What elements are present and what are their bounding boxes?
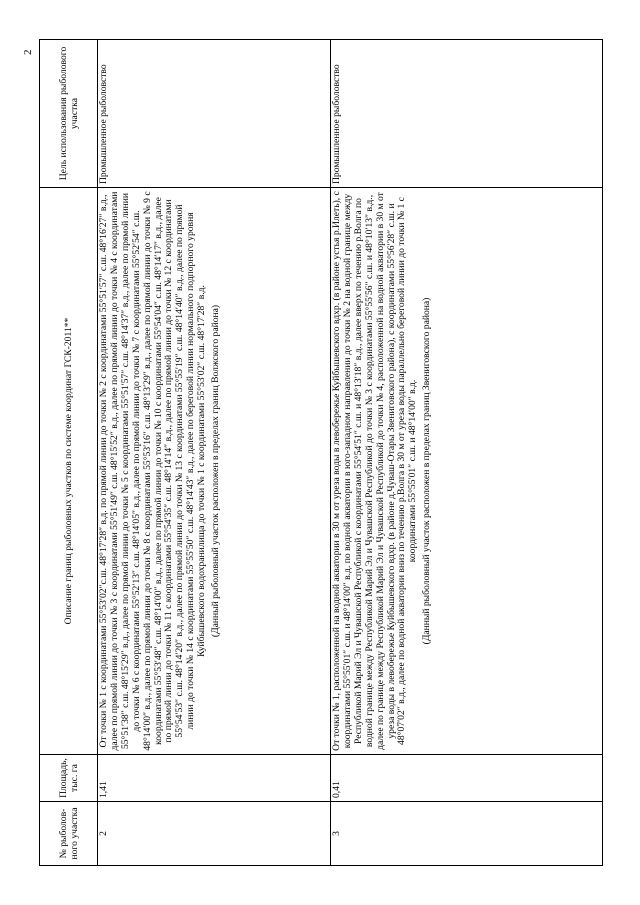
header-number: № рыболов- ного участка	[40, 802, 98, 866]
fishing-areas-table	[39, 39, 603, 866]
table-header-row	[40, 40, 98, 866]
rotated-table-container	[39, 40, 602, 866]
table-row	[98, 40, 331, 866]
district-note: (Данный рыболовный участок расположен в пределах границ Звениговского района)	[421, 297, 433, 645]
district-note: (Данный рыболовный участок расположен в пределах границ Волжского района)	[210, 304, 222, 638]
boundary-text: От точки № 1, расположенной на водной акватории в 30 м от уреза воды в левобережье Куйбышевского вдхр. (в районе устья р.Илеть), с координатами 55°55′01″ с.ш. и 48°14′00″ в.д. по водной акватории в юго-западном направлении до точки № 2 на водной границе между Республикой Марий Эл и Чувашской Республикой с координатами 55°54′51″ с.ш. и 48°13′18″ в.д., далее вверх по течению р.Волга по водной границе между Республикой Марий Эл и Чувашской Республикой до точки № 3 с координатами 55°55′56″ с.ш. и 48°10′13″ в.д., далее по границе между Республикой Марий Эл и Чувашской Республикой до точки № 4, расположенной на водной акватории в 30 м от уреза воды в левобережье Куйбышевского вдхр. (в районе д.Чуваш-Отары Звениговского района), с координатами 55°56′28″ с.ш. и 48°07′02″ в.д., далее по водной акватории вниз по течению р.Волга в 30 м от уреза воды параллельно береговой линии до точки № 1 с координатами 55°55′01″ с.ш. и 48°14′00″ в.д.	[331, 191, 419, 751]
boundary-text: От точки № 1 с координатами 55°53′02″с.ш. 48°17′28″ в.д. по прямой линии до точки № 2 с координатами 55°51′57″ с.ш. 48°16′27″ в.д., далее по прямой линии до точки № 3 с координатами 55°51′49″ с.ш. 48°15′52″ в.д., далее по прямой линии до точки № 4 с координатами 55°51′38″ с.ш. 48°15′29″ в.д., далее по прямой линии до точки № 5 с координатами 55°51′57″ с.ш. 48°14′37″ в.д., далее по прямой линии до точки № 6 с координатами 55°52′13″ с.ш. 48°14′05″ в.д., далее по прямой линии до точки № 7 с координатами 55°52′54″ с.ш. 48°14′00″ в.д., далее по прямой линии до точки № 8 с координатами 55°53′16″ с.ш. 48°13′29″ в.д., далее по прямой линии до точки № 9 с координатами 55°53′48″ с.ш. 48°14′00″ в.д., далее по прямой линии до точки № 10 с координатами 55°54′04″ с.ш. 48°14′17″ в.д., далее по прямой линии до точки № 11 с координатами 55°54′35″ с.ш. 48°14′14″ в.д., далее по прямой линии до точки № 12 с координатами 55°54′53″ с.ш. 48°14′20″ в.д., далее по прямой линии до точки № 13 с координатами 55°55′19″ с.ш. 48°14′40″ в.д., далее по прямой линии до точки № 14 с координатами 55°55′50″ с.ш. 48°14′43″ в.д., далее по береговой линии нормального подпорного уровня Куйбышевского водохранилища до точки № 1 с координатами 55°53′02″ с.ш. 48°17′28″ в.д.	[98, 191, 208, 751]
row-number: 2	[98, 802, 331, 866]
row-area: 0,41	[331, 755, 603, 802]
row-description	[331, 188, 603, 755]
header-purpose: Цель использования рыболового участка	[40, 40, 98, 188]
page-number: 2	[22, 49, 34, 55]
header-description: Описание границ рыболовных участков по системе координат ГСК-2011**	[40, 188, 98, 755]
row-area: 1,41	[98, 755, 331, 802]
row-purpose: Промышленное рыболовство	[98, 40, 331, 188]
header-area: Площадь, тыс. га	[40, 755, 98, 802]
row-description	[98, 188, 331, 755]
row-purpose: Промышленное рыболовство	[331, 40, 603, 188]
table-row	[331, 40, 603, 866]
row-number: 3	[331, 802, 603, 866]
